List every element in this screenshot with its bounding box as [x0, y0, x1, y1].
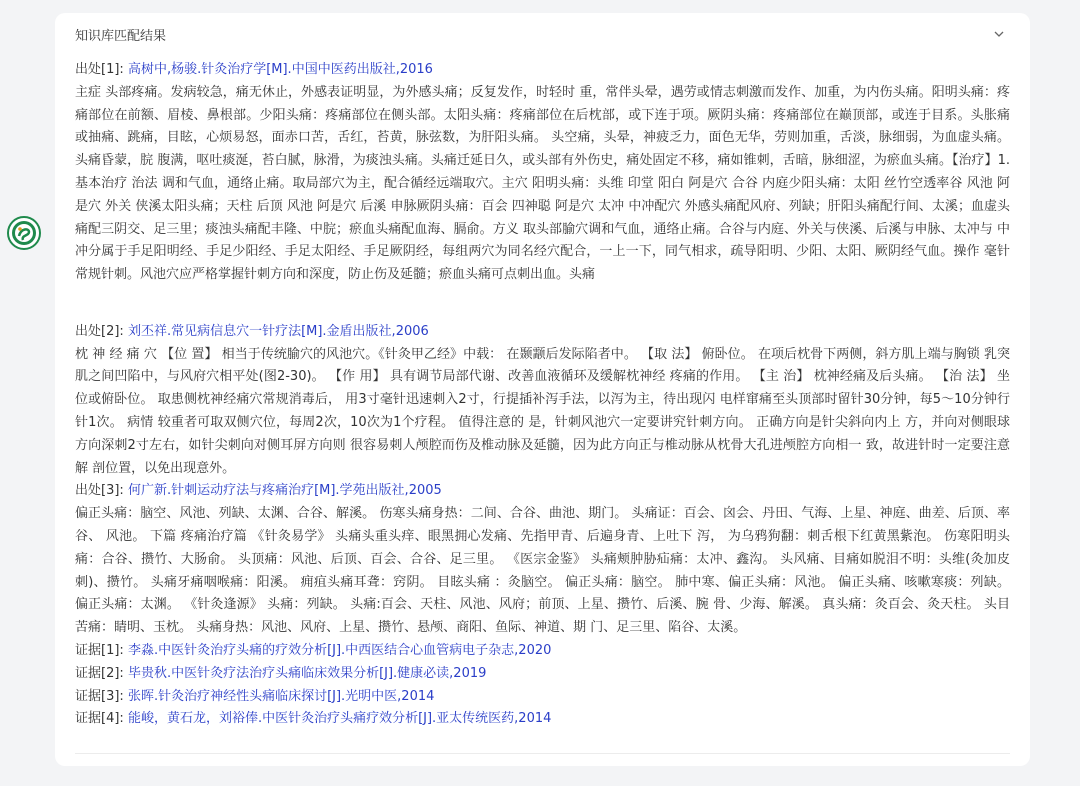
evidence-reference-link[interactable]: 张晖.针灸治疗神经性头痛临床探讨[J].光明中医,2014 [127, 688, 435, 704]
evidence-reference-link[interactable]: 李淼.中医针灸治疗头痛的疗效分析[J].中西医结合心血管病电子杂志,2020 [127, 642, 552, 658]
panel-title: 知识库匹配结果 [75, 28, 167, 44]
evidence-label: 证据[1]: [75, 642, 124, 658]
bottom-divider [75, 753, 1010, 754]
results-content [75, 59, 1010, 731]
source-label: 出处[3]: [75, 483, 124, 499]
evidence-reference-link[interactable]: 能峻，黄石龙，刘裕俸.中医针灸治疗头痛疗效分析[J].亚太传统医药,2014 [127, 711, 552, 727]
source-3-text: 偏正头痛：脑空、风池、列缺、太渊、合谷、解溪。 伤寒头痛身热：二间、合谷、曲池、期门。 头痛证：百会、囟会、丹田、气海、上星、神庭、曲差、后顶、率谷、 风池。 下篇 疼痛治疗篇 《针灸易学》 头痛头重头痒、眼黑拥心发痛、先指甲青、后遍身青、上吐下 泻， 为乌鸦狗翻：刺舌根下红黄黑紫泡。 伤寒阳明头痛：合谷、攒竹、大肠俞。 头顶痛：风池、后顶、百会、合谷、足三里。 《医宗金鉴》 头痛颊肿胁疝痛：太冲、鑫沟。 头风痛、目痛如脱泪不明：头维(灸加皮刺)、攒竹。 头痛牙痛咽喉痛：阳溪。 痈疽头痛耳聋：窍阴。 目眩头痛 ：灸脑空。 偏正头痛：脑空。 肺中寒、偏正头痛：风池。 偏正头痛、咳嗽寒痰：列缺。 偏正头痛：太渊。 《针灸逢源》 头痛：列缺。 头痛:百会、天柱、风池、风府；前顶、上星、攒竹、后溪、腕 骨、少海、解溪。 真头痛：灸百会、灸天柱。 头目苦痛：睛明、玉枕。 头痛身热：风池、风府、上星、攒竹、悬颅、商阳、鱼际、神道、期 门、足三里、陷谷、太溪。 [75, 506, 1010, 636]
source-reference-link[interactable]: 刘丕祥.常见病信息穴一针疗法[M].金盾出版社,2006 [127, 323, 429, 339]
evidence-label: 证据[4]: [75, 711, 124, 727]
evidence-label: 证据[3]: [75, 688, 124, 704]
evidence-1 [75, 640, 1010, 663]
chevron-down-icon[interactable] [988, 23, 1010, 45]
panel-header[interactable] [75, 23, 1010, 45]
source-1-text: 主症 头部疼痛。发病较急，痛无休止，外感表证明显，为外感头痛；反复发作，时轻时 重，常伴头晕，遇劳或情志刺激而发作、加重，为内伤头痛。阳明头痛：疼痛部位在前额、眉棱、鼻根部。少阳头痛：疼痛部位在侧头部。太阳头痛：疼痛部位在后枕部，或下连于项。厥阴头痛：疼痛部位在巅顶部，或连于目系。头胀痛或抽痛、跳痛，目眩，心烦易怒，面赤口苦，舌红，苔黄，脉弦数，为肝阳头痛。 头空痛，头晕，神疲乏力，面色无华，劳则加重，舌淡，脉细弱，为血虚头痛。头痛昏蒙，脘 腹满，呕吐痰涎，苔白腻，脉滑，为痰浊头痛。头痛迁延日久，或头部有外伤史，痛处固定不移，痛如锥刺，舌暗，脉细涩，为瘀血头痛。【治疗】1. 基本治疗 治法 调和气血，通络止痛。取局部穴为主，配合循经远端取穴。主穴 阳明头痛：头维 印堂 阳白 阿是穴 合谷 内庭少阳头痛：太阳 丝竹空透率谷 风池 阿是穴 外关 侠溪太阳头痛；天柱 后顶 风池 阿是穴 后溪 申脉厥阴头痛：百会 四神聪 阿是穴 太冲 中冲配穴 外感头痛配风府、列缺；肝阳头痛配行间、太溪；血虚头痛配三阴交、足三里；痰浊头痛配丰隆、中脘；瘀血头痛配血海、膈俞。方义 取头部腧穴调和气血，通络止痛。合谷与内庭、外关与侠溪、后溪与申脉、太冲与 中冲分属于手足阳明经、手足少阳经、手足太阳经、手足厥阴经，每组两穴为同名经穴配合，一上一下，同气相求，疏导阳明、少阳、太阳、厥阴经气血。操作 毫针常规针刺。风池穴应严格掌握针刺方向和深度，防止伤及延髓；瘀血头痛可点刺出血。头痛 [75, 84, 1010, 283]
evidence-reference-link[interactable]: 毕贵秋.中医针灸疗法治疗头痛临床效果分析[J].健康必读,2019 [127, 665, 487, 681]
source-label: 出处[1]: [75, 62, 124, 77]
knowledge-base-panel [55, 13, 1030, 766]
source-reference-link[interactable]: 何广新.针刺运动疗法与疼痛治疗[M].学苑出版社,2005 [127, 483, 442, 499]
evidence-label: 证据[2]: [75, 665, 124, 681]
evidence-3 [75, 686, 1010, 709]
source-2-header [75, 321, 1010, 344]
evidence-2 [75, 663, 1010, 686]
medical-logo-icon [7, 216, 41, 250]
source-2-text: 枕 神 经 痛 穴 【位 置】 相当于传统腧穴的风池穴。《针灸甲乙经》中载： 在颞颥后发际陷者中。 【取 法】 俯卧位。 在项后枕骨下两侧，斜方肌上端与胸锁 乳突肌之间凹陷中，与风府穴相平处(图2-30)。 【作 用】 具有调节局部代谢、改善血液循环及缓解枕神经 疼痛的作用。 【主 治】 枕神经痛及后头痛。 【治 法】 坐位或俯卧位。 取患侧枕神经痛穴常规消毒后， 用3寸毫针迅速刺入2寸，行提插补泻手法，以泻为主，待出现闪 电样窜痛至头顶部时留针30分钟，每5～10分钟行针1次。 病情 较重者可取双侧穴位，每周2次，10次为1个疗程。 值得注意的 是，针刺风池穴一定要讲究针刺方向。 正确方向是针尖斜向内上 方，并向对侧眼球方向深刺2寸左右，如针尖刺向对侧耳屏方向则 很容易刺人颅腔而伤及椎动脉及延髓，因为此方向正与椎动脉从枕骨大孔进颅腔方向相一 致，故进针时一定要注意解 剖位置，以免出现意外。 [75, 346, 1010, 476]
source-3-header [75, 480, 1010, 503]
source-1-header [75, 59, 1010, 82]
source-reference-link[interactable]: 高树中,杨骏.针灸治疗学[M].中国中医药出版社,2016 [127, 62, 433, 77]
source-1-text-container [75, 82, 1010, 321]
evidence-4 [75, 708, 1010, 731]
source-label: 出处[2]: [75, 323, 124, 339]
